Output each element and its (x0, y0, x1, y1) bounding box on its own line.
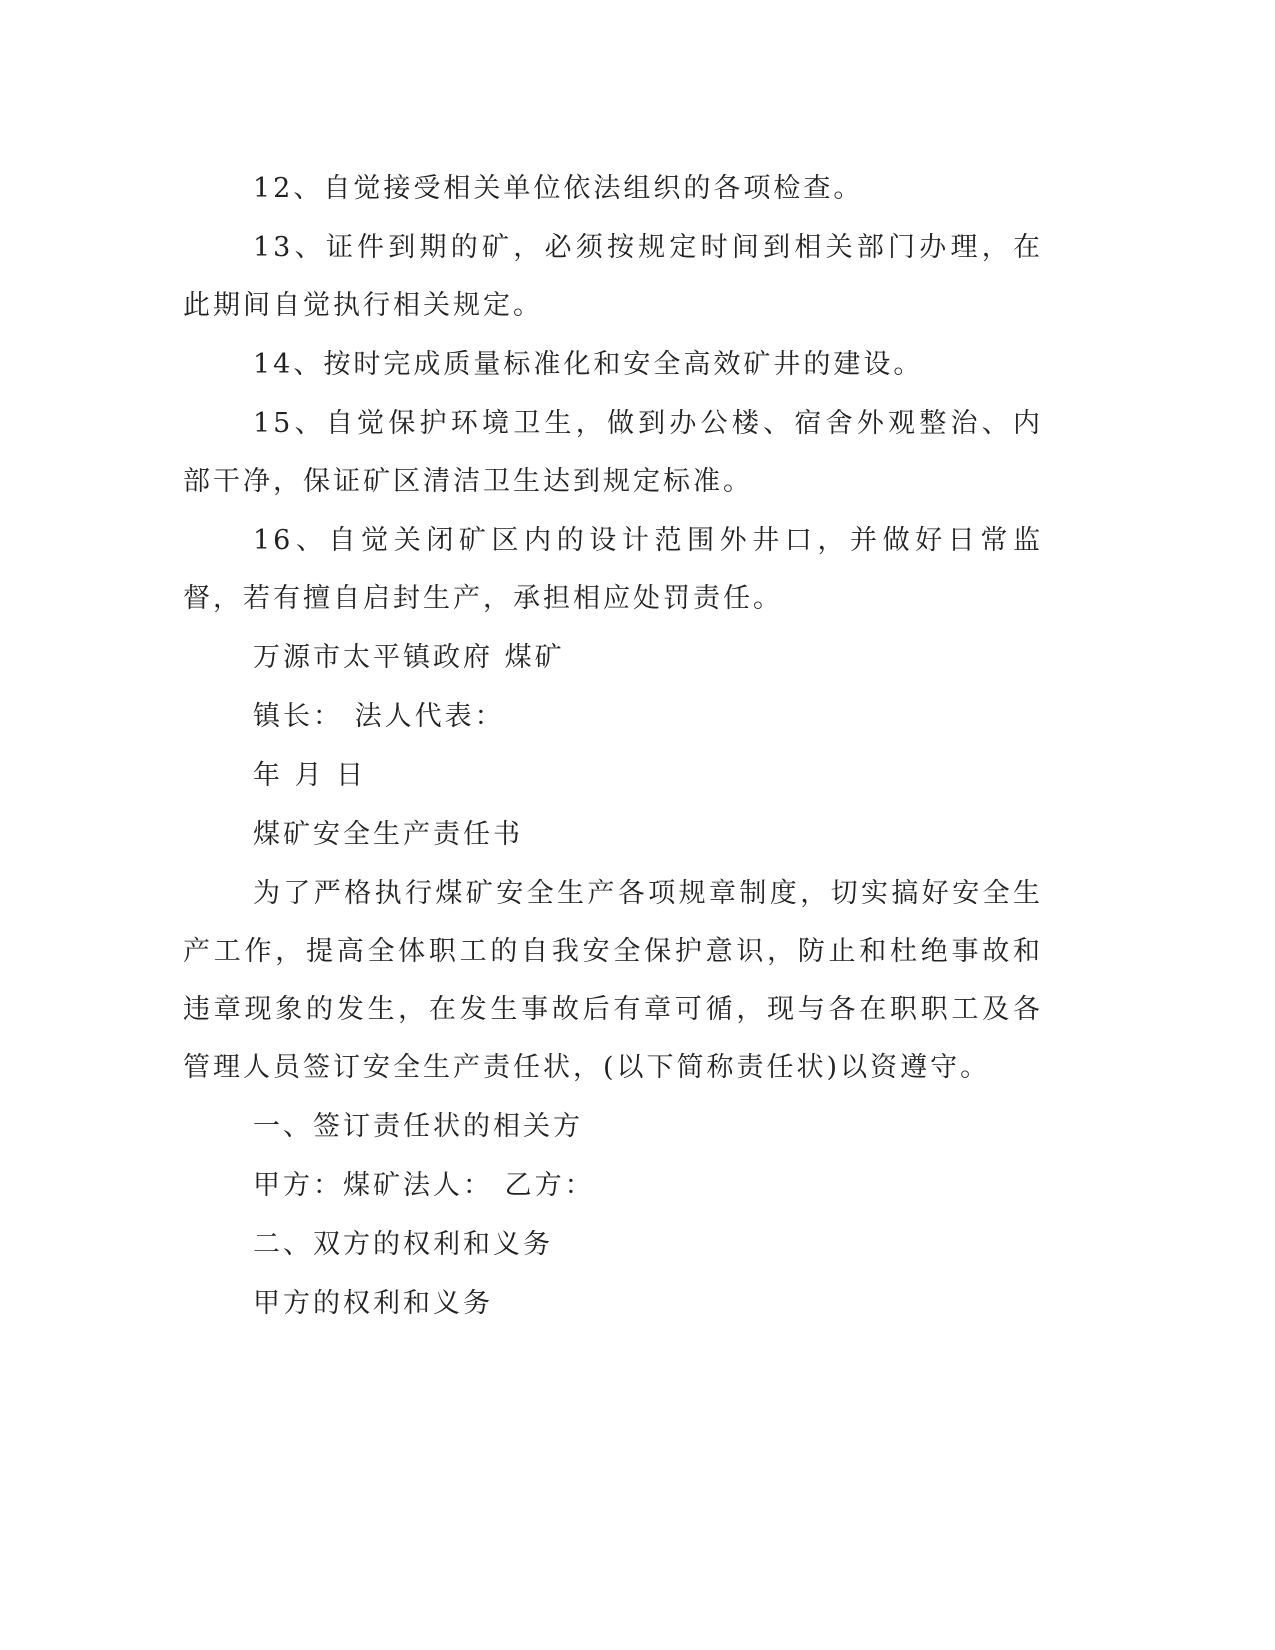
clause-16: 16、自觉关闭矿区内的设计范围外井口，并做好日常监督，若有擅自启封生产，承担相应处罚责任。 (183, 525, 1043, 614)
section-heading-parties: 一、签订责任状的相关方 (253, 1111, 583, 1142)
signatory-roles: 镇长： 法人代表： (253, 701, 505, 732)
clause-15: 15、自觉保护环境卫生，做到办公楼、宿舍外观整治、内部干净，保证矿区清洁卫生达到规定标准。 (183, 408, 1043, 497)
document-title: 煤矿安全生产责任书 (253, 819, 523, 850)
subheading-party-a-rights: 甲方的权利和义务 (253, 1288, 493, 1319)
parties-line: 甲方：煤矿法人： 乙方： (253, 1170, 595, 1201)
clause-12: 12、自觉接受相关单位依法组织的各项检查。 (253, 173, 864, 204)
document-body (183, 160, 1043, 1334)
signature-date: 年 月 日 (253, 760, 367, 791)
signatory-organization: 万源市太平镇政府 煤矿 (253, 642, 565, 673)
section-heading-rights: 二、双方的权利和义务 (253, 1229, 553, 1260)
preamble-paragraph: 为了严格执行煤矿安全生产各项规章制度，切实搞好安全生产工作，提高全体职工的自我安全保护意识，防止和杜绝事故和违章现象的发生，在发生事故后有章可循，现与各在职职工及各管理人员签订安全生产责任状，(以下简称责任状)以资遵守。 (183, 878, 1043, 1083)
clause-13: 13、证件到期的矿，必须按规定时间到相关部门办理，在此期间自觉执行相关规定。 (183, 232, 1043, 321)
clause-14: 14、按时完成质量标准化和安全高效矿井的建设。 (253, 349, 924, 380)
